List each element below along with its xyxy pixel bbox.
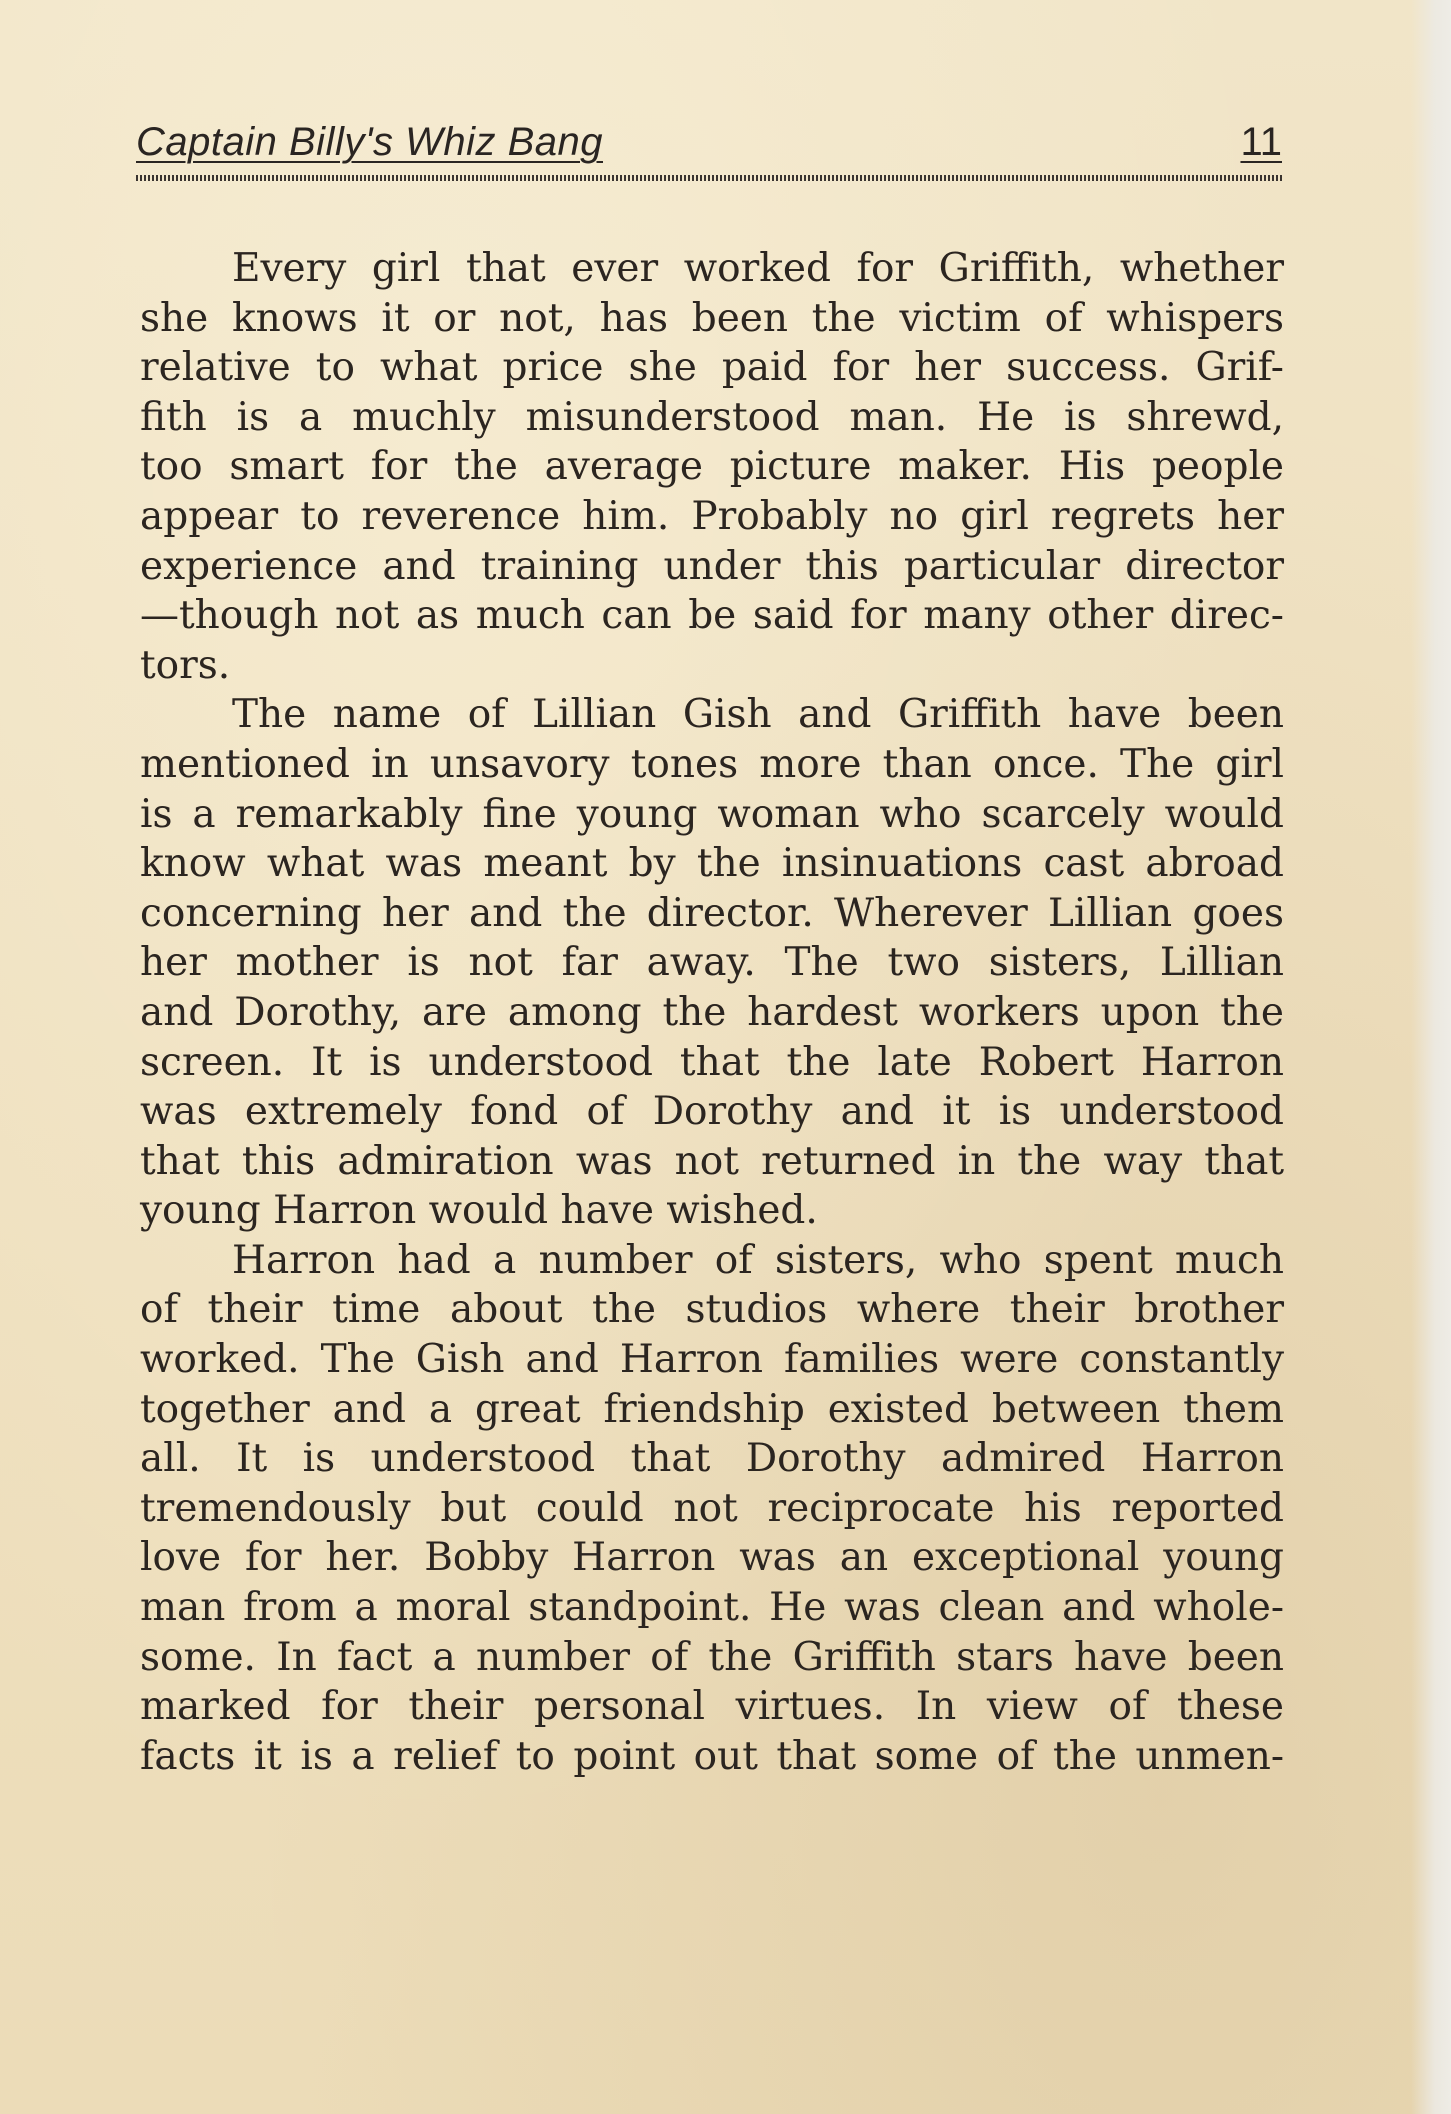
- text-line: appear to reverence him. Probably no girl regrets her: [140, 493, 1284, 539]
- text-line: and Dorothy, are among the hardest workers upon the: [140, 989, 1284, 1035]
- text-line: experience and training under this particular director: [140, 543, 1284, 589]
- paragraph-3: [140, 1236, 1284, 1782]
- text-line: facts it is a relief to point out that some of the unmen-: [140, 1733, 1284, 1779]
- text-line: relative to what price she paid for her success. Grif-: [140, 345, 1284, 391]
- text-line: Every girl that ever worked for Griffith, whether: [232, 246, 1284, 291]
- text-line: —though not as much can be said for many other direc-: [140, 593, 1284, 639]
- text-line: man from a moral standpoint. He was clean and whole-: [140, 1585, 1284, 1631]
- page-edge: [1411, 0, 1451, 2114]
- text-line: Harron had a number of sisters, who spent much: [232, 1237, 1284, 1283]
- article-body: [140, 244, 1284, 1781]
- text-line: is a remarkably fine young woman who scarcely would: [140, 791, 1284, 837]
- text-line: marked for their personal virtues. In view of these: [140, 1684, 1284, 1730]
- text-line: too smart for the average picture maker. His people: [140, 444, 1284, 490]
- text-line: young Harron would have wished.: [140, 1188, 818, 1234]
- page-header: [136, 120, 1282, 180]
- text-line: concerning her and the director. Wherever Lillian goes: [140, 890, 1284, 936]
- page-number: 11: [1240, 120, 1282, 164]
- text-line: worked. The Gish and Harron families were constantly: [140, 1337, 1284, 1383]
- text-line: was extremely fond of Dorothy and it is understood: [140, 1089, 1284, 1135]
- text-line: her mother is not far away. The two sisters, Lillian: [140, 940, 1284, 986]
- text-line: she knows it or not, has been the victim of whispers: [140, 295, 1284, 341]
- text-line: some. In fact a number of the Griffith stars have been: [140, 1634, 1284, 1680]
- text-line: together and a great friendship existed between them: [140, 1386, 1284, 1432]
- text-line: love for her. Bobby Harron was an exceptional young: [140, 1535, 1284, 1581]
- text-line: that this admiration was not returned in the way that: [140, 1138, 1284, 1184]
- text-line: fith is a muchly misunderstood man. He is shrewd,: [140, 394, 1284, 440]
- text-line: tremendously but could not reciprocate his reported: [140, 1485, 1284, 1531]
- text-line: The name of Lillian Gish and Griffith have been: [232, 692, 1284, 738]
- text-line: screen. It is understood that the late Robert Harron: [140, 1039, 1284, 1085]
- header-rule: [136, 175, 1282, 181]
- text-line: of their time about the studios where their brother: [140, 1287, 1284, 1333]
- text-line: tors.: [140, 642, 231, 688]
- text-line: mentioned in unsavory tones more than once. The girl: [140, 741, 1284, 787]
- running-title: Captain Billy's Whiz Bang: [136, 120, 603, 164]
- paragraph-2: [140, 690, 1284, 1236]
- text-line: know what was meant by the insinuations cast abroad: [140, 841, 1284, 887]
- text-line: all. It is understood that Dorothy admired Harron: [140, 1436, 1284, 1482]
- paragraph-1: [140, 244, 1284, 690]
